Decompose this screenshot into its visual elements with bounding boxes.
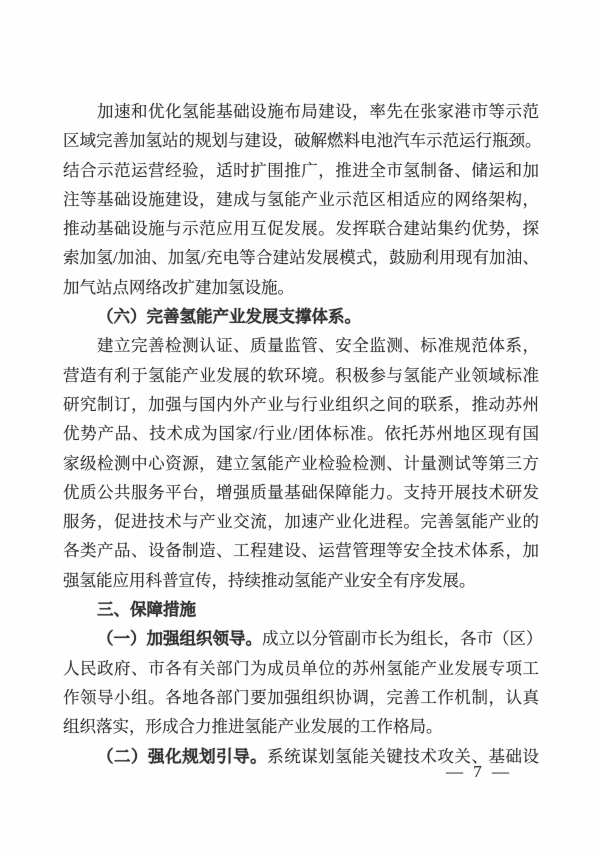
body-text: 区域完善加氢站的规划与建设，破解燃料电池汽车示范运行瓶颈。: [63, 131, 542, 151]
text-line: [63, 536, 539, 565]
body-text: 组织落实，形成合力推进氢能产业发展的工作格局。: [63, 717, 443, 737]
page-number: — 7 —: [446, 762, 512, 781]
text-line: [63, 654, 539, 683]
body-text: 强氢能应用科普宣传，持续推动氢能产业安全有序发展。: [63, 570, 476, 590]
text-line: [63, 214, 539, 243]
text-line: [63, 566, 539, 595]
text-line: [63, 273, 539, 302]
heading-text: （二）强化规划引导。: [97, 746, 268, 766]
text-line: [63, 331, 539, 360]
body-text: 家级检测中心资源，建立氢能产业检验检测、计量测试等第三方: [63, 453, 539, 473]
body-text: 服务，促进技术与产业交流，加速产业化进程。完善氢能产业的: [63, 512, 539, 532]
heading-text: （一）加强组织领导。: [97, 629, 262, 649]
body-text: 作领导小组。各地各部门要加强组织协调，完善工作机制，认真: [63, 687, 539, 707]
text-line: [63, 419, 539, 448]
text-line: [63, 595, 539, 624]
heading-text: 三、保障措施: [97, 600, 196, 620]
body-text: 注等基础设施建设，建成与氢能产业示范区相适应的网络架构，: [63, 189, 539, 209]
body-text: 营造有利于氢能产业发展的软环境。积极参与氢能产业领域标准: [63, 365, 539, 385]
text-line: [63, 683, 539, 712]
text-line: [63, 624, 543, 653]
body-text: 索加氢/加油、加氢/充电等合建站发展模式，鼓励利用现有加油、: [63, 248, 539, 268]
text-line: [63, 390, 539, 419]
text-line: [63, 449, 539, 478]
body-text: 优势产品、技术成为国家/行业/团体标准。依托苏州地区现有国: [63, 424, 539, 444]
heading-text: （六）完善氢能产业发展支撑体系。: [97, 307, 361, 327]
text-line: [63, 361, 539, 390]
body-text: 推动基础设施与示范应用互促发展。发挥联合建站集约优势，探: [63, 219, 539, 239]
text-line: [63, 156, 539, 185]
text-line: [63, 478, 539, 507]
body-text: 优质公共服务平台，增强质量基础保障能力。支持开展技术研发: [63, 482, 539, 502]
text-line: [63, 712, 539, 741]
text-line: [63, 185, 539, 214]
body-text: 系统谋划氢能关键技术攻关、基础设: [267, 746, 540, 766]
text-line: [63, 97, 539, 126]
body-text: 人民政府、市各有关部门为成员单位的苏州氢能产业发展专项工: [63, 658, 539, 678]
body-text: 建立完善检测认证、质量监管、安全监测、标准规范体系，: [97, 336, 539, 356]
body-text: 加气站点网络改扩建加氢设施。: [63, 277, 294, 297]
body-text: 各类产品、设备制造、工程建设、运营管理等安全技术体系，加: [63, 541, 539, 561]
body-text: 成立以分管副市长为组长，各市（区）: [262, 629, 543, 649]
body-text: 加速和优化氢能基础设施布局建设，率先在张家港市等示范: [97, 102, 539, 121]
body-text: 研究制订，加强与国内外产业与行业组织之间的联系，推动苏州: [63, 394, 539, 414]
text-line: [63, 126, 542, 155]
document-body: [63, 97, 543, 771]
text-line: [63, 302, 539, 331]
body-text: 结合示范运营经验，适时扩围推广，推进全市氢制备、储运和加: [63, 160, 539, 180]
text-line: [63, 507, 539, 536]
text-line: [63, 243, 539, 272]
